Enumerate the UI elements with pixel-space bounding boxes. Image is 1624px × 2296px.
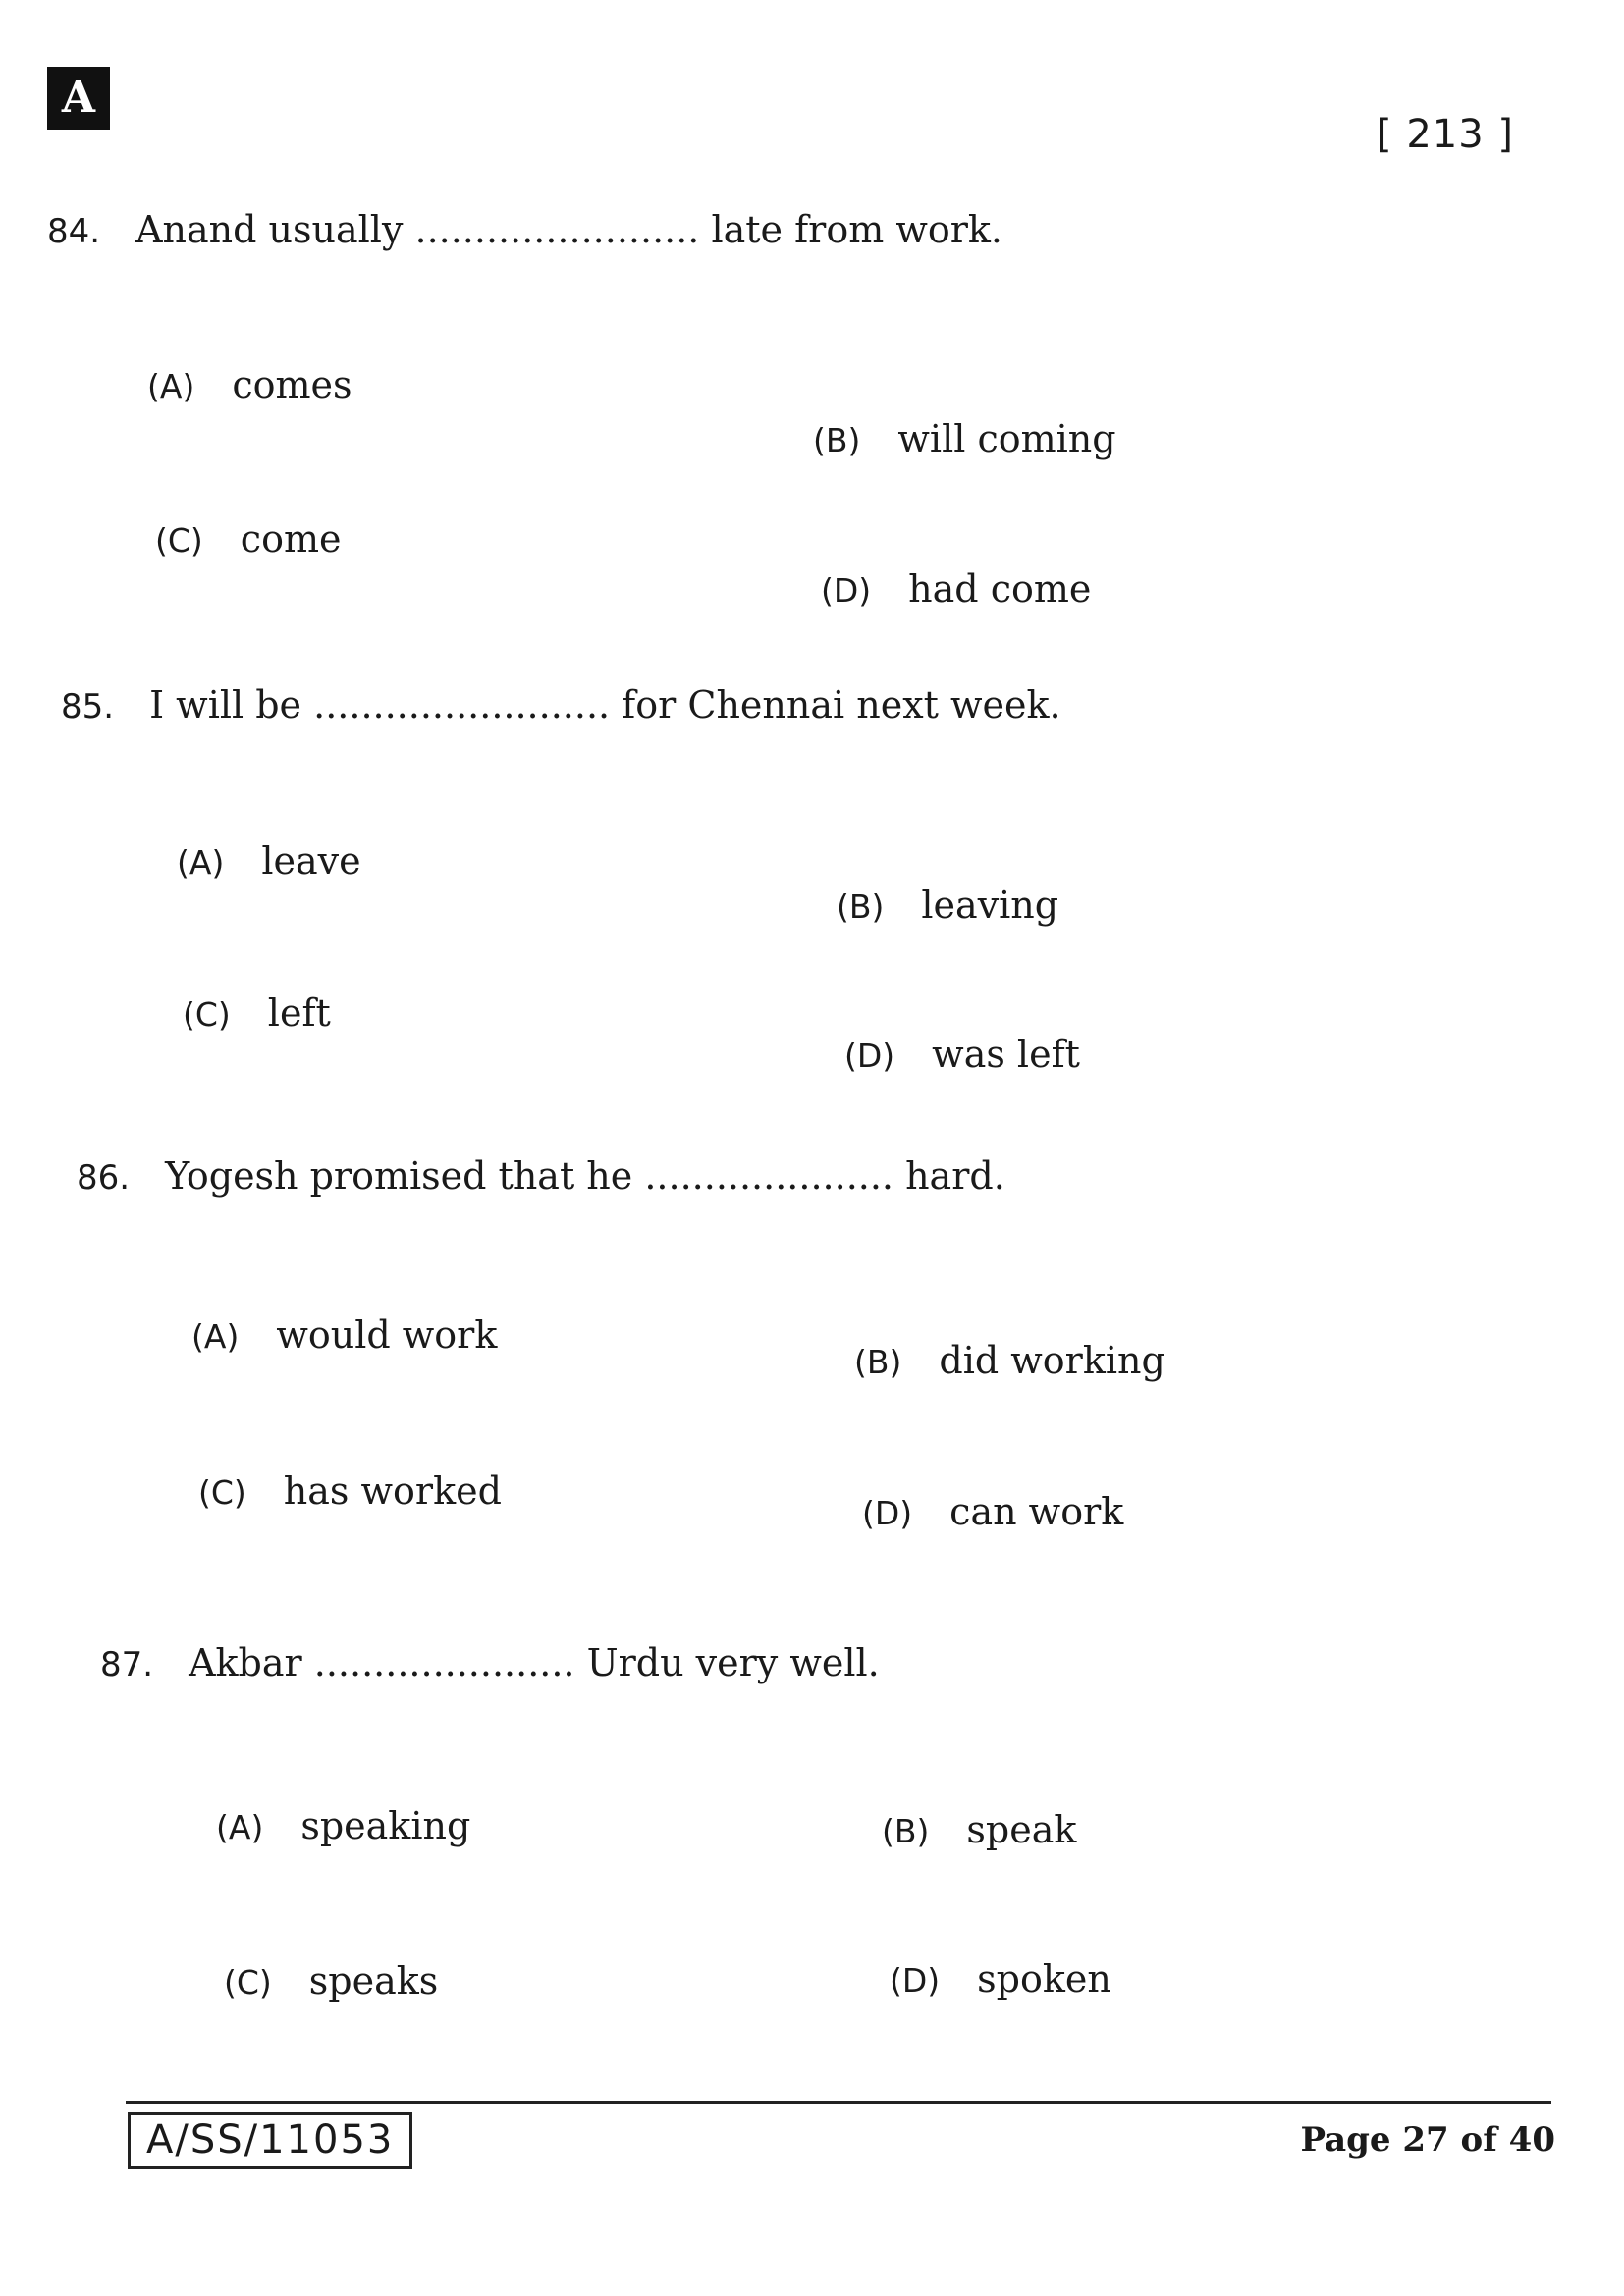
- option-b: [854, 1339, 1165, 1382]
- option-text: left: [267, 991, 331, 1035]
- question-number: 87.: [100, 1645, 154, 1684]
- option-letter: (D): [844, 1037, 895, 1075]
- option-letter: (C): [224, 1963, 272, 2002]
- option-d: [821, 567, 1091, 611]
- question-number: 85.: [61, 687, 115, 726]
- option-b: [882, 1808, 1076, 1851]
- option-text: come: [240, 517, 342, 561]
- option-b: [813, 417, 1116, 460]
- question-text: Yogesh promised that he ..................... hard.: [165, 1154, 1005, 1198]
- option-d: [862, 1490, 1123, 1533]
- option-c: [155, 517, 341, 561]
- option-letter: (B): [854, 1343, 902, 1381]
- question-line: [77, 1154, 1005, 1198]
- option-letter: (B): [882, 1812, 930, 1850]
- option-text: had come: [908, 567, 1092, 611]
- paper-code-box: A/SS/11053: [128, 2112, 412, 2169]
- question-86: [77, 1154, 1005, 1198]
- option-text: speaks: [308, 1959, 439, 2002]
- option-text: leaving: [921, 883, 1059, 927]
- question-87: [100, 1641, 880, 1684]
- footer-divider: [126, 2101, 1551, 2104]
- option-letter: (B): [813, 421, 861, 459]
- option-text: speaking: [300, 1804, 471, 1847]
- question-number: 86.: [77, 1158, 131, 1198]
- option-a: [216, 1804, 470, 1847]
- option-letter: (C): [155, 521, 203, 560]
- option-letter: (D): [862, 1494, 913, 1532]
- option-letter: (D): [890, 1961, 941, 2000]
- option-a: [191, 1313, 497, 1357]
- option-text: would work: [276, 1313, 498, 1357]
- option-text: leave: [261, 839, 361, 882]
- question-number: 84.: [47, 212, 101, 251]
- question-text: Anand usually ........................ late from work.: [135, 208, 1003, 251]
- option-letter: (A): [147, 367, 195, 405]
- question-85: [61, 683, 1061, 726]
- option-text: has worked: [283, 1469, 502, 1513]
- question-text: Akbar ...................... Urdu very well.: [189, 1641, 880, 1684]
- option-letter: (D): [821, 571, 872, 610]
- page-code: [ 213 ]: [1377, 112, 1514, 157]
- option-letter: (C): [198, 1473, 246, 1512]
- option-letter: (A): [177, 843, 225, 881]
- option-d: [890, 1957, 1111, 2001]
- set-label-badge: A: [47, 67, 110, 130]
- option-text: was left: [932, 1033, 1080, 1076]
- option-c: [198, 1469, 502, 1513]
- option-letter: (B): [837, 887, 885, 926]
- option-a: [177, 839, 361, 882]
- option-text: comes: [232, 363, 352, 406]
- option-a: [147, 363, 352, 406]
- option-letter: (A): [216, 1808, 264, 1846]
- question-line: [100, 1641, 880, 1684]
- option-b: [837, 883, 1058, 927]
- option-text: can work: [949, 1490, 1124, 1533]
- option-letter: (A): [191, 1317, 240, 1356]
- option-d: [844, 1033, 1080, 1076]
- question-84: [47, 208, 1002, 251]
- option-c: [224, 1959, 438, 2002]
- option-c: [183, 991, 331, 1035]
- option-text: will coming: [897, 417, 1116, 460]
- page-number: Page 27 of 40: [1300, 2120, 1555, 2160]
- question-text: I will be ......................... for Chennai next week.: [149, 683, 1061, 726]
- option-text: did working: [939, 1339, 1165, 1382]
- question-line: [61, 683, 1061, 726]
- option-letter: (C): [183, 995, 231, 1034]
- option-text: speak: [966, 1808, 1077, 1851]
- question-line: [47, 208, 1002, 251]
- option-text: spoken: [977, 1957, 1111, 2001]
